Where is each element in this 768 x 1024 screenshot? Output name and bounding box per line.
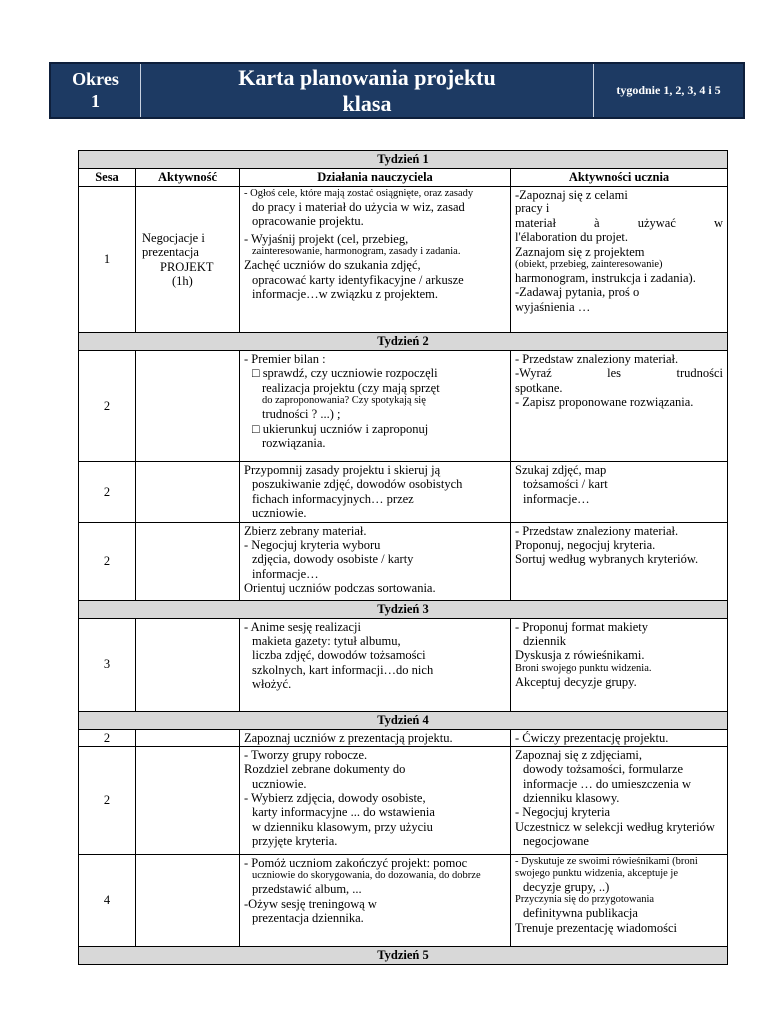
table-row — [79, 462, 728, 523]
text-line: opracowanie projektu. — [252, 214, 364, 229]
text-line: do zaproponowania? Czy spotykają się — [262, 395, 426, 407]
activity-cell — [136, 729, 240, 746]
student-cell — [511, 522, 728, 600]
activity-cell — [136, 618, 240, 711]
table-row — [79, 522, 728, 600]
text-line: - Proponuj format makiety — [515, 619, 648, 634]
activity-line: (1h) — [172, 273, 193, 288]
activity-cell — [136, 351, 240, 462]
session-cell: 4 — [79, 854, 136, 946]
col-header-sesa: Sesa — [79, 169, 136, 187]
title-line-1: Karta planowania projektu — [238, 65, 496, 91]
text-line: uczniowie do skorygowania, do dozowania, do dobrze — [252, 870, 481, 882]
text-line: tożsamości / kart — [523, 477, 608, 492]
text-line: Zaznajom się z projektem — [515, 244, 645, 259]
weeks-label: tygodnie 1, 2, 3, 4 i 5 — [616, 83, 721, 97]
text-line: Broni swojego punktu widzenia. — [515, 662, 652, 674]
text-line: opracować karty identyfikacyjne / arkusze — [252, 272, 464, 287]
text-line: - Przedstaw znaleziony materiał. — [515, 523, 679, 538]
week-5-label: Tydzień 5 — [79, 946, 728, 964]
teacher-cell — [240, 462, 511, 523]
text-line: - Przedstaw znaleziony materiał. — [515, 352, 679, 366]
session-cell: 2 — [79, 522, 136, 600]
text-line: Zbierz zebrany materiał. — [244, 523, 367, 538]
text-line: dowody tożsamości, formularze — [523, 762, 684, 777]
text-line: Szukaj zdjęć, map — [515, 463, 607, 477]
text-line: -Zadawaj pytania, proś o — [515, 285, 640, 300]
text-line: - Wybierz zdjęcia, dowody osobiste, — [244, 791, 426, 805]
column-header-row — [79, 169, 728, 187]
text-line: zainteresowanie, harmonogram, zasady i zadania. — [252, 246, 461, 258]
session-cell: 1 — [79, 187, 136, 333]
text-line: zdjęcia, dowody osobiste / karty — [252, 552, 414, 567]
teacher-cell — [240, 618, 511, 711]
col-header-student: Aktywności ucznia — [511, 169, 728, 187]
activity-cell — [136, 746, 240, 854]
text-line: Trenuje prezentację wiadomości — [515, 920, 677, 935]
text-line: - Zapisz proponowane rozwiązania. — [515, 395, 694, 410]
text-line: - Wyjaśnij projekt (cel, przebieg, — [244, 231, 409, 246]
text-line: Orientuj uczniów podczas sortowania. — [244, 581, 436, 595]
text-line: przedstawić album, ... — [252, 882, 362, 897]
text-line: Zapoznaj się z zdjęciami, — [515, 747, 643, 762]
student-cell: - Ćwiczy prezentację projektu. — [511, 729, 728, 746]
week-2-label: Tydzień 2 — [79, 333, 728, 351]
text-line: - Premier bilan : — [244, 352, 326, 366]
text-line: poszukiwanie zdjęć, dowodów osobistych — [252, 477, 463, 492]
text-line: dzienniku klasowy. — [523, 791, 620, 805]
text-line: liczba zdjęć, dowodów tożsamości — [252, 648, 426, 663]
period-label: Okres — [72, 68, 119, 89]
text-line: -Ożyw sesję treningową w — [244, 896, 377, 911]
text-line: Przypomnij zasady projektu i skieruj ją — [244, 463, 441, 477]
week-row — [79, 711, 728, 729]
text-line: prezentacja dziennika. — [252, 911, 364, 926]
text-line: - Negocjuj kryteria wyboru — [244, 537, 381, 552]
text-line: Zachęć uczniów do szukania zdjęć, — [244, 258, 421, 273]
text-line: swojego punktu widzenia, akceptuje je — [515, 867, 678, 879]
text-line: uczniowie. — [252, 506, 307, 521]
text-line: -Wyraź les trudności — [515, 366, 724, 381]
table-row — [79, 729, 728, 746]
text-line: informacje … do umieszczenia w — [523, 776, 691, 791]
text-line: - Anime sesję realizacji — [244, 619, 361, 634]
text-line: spotkane. — [515, 380, 563, 395]
text-line: l'élaboration du projet. — [515, 230, 628, 245]
teacher-cell — [240, 854, 511, 946]
period-cell — [51, 64, 141, 117]
col-header-activity: Aktywność — [136, 169, 240, 187]
header-bar — [49, 62, 745, 119]
week-row — [79, 333, 728, 351]
bullet-icon: □ — [252, 421, 260, 436]
table-row — [79, 351, 728, 462]
teacher-cell: Zapoznaj uczniów z prezentacją projektu. — [240, 729, 511, 746]
text-line: fichach informacyjnych… przez — [252, 491, 414, 506]
text-line: karty informacyjne ... do wstawienia — [252, 805, 435, 820]
text-line: - Tworzy grupy robocze. — [244, 747, 368, 762]
text-line: Uczestnicz w selekcji według kryteriów — [515, 819, 715, 834]
title-line-2: klasa — [342, 90, 392, 116]
text-line: Przyczynia się do przygotowania — [515, 894, 655, 906]
text-line: Proponuj, negocjuj kryteria. — [515, 537, 656, 552]
planning-table — [78, 150, 728, 965]
text-line: pracy i — [515, 201, 550, 216]
text-line: włożyć. — [252, 677, 292, 691]
text-line: -Zapoznaj się z celami — [515, 188, 628, 202]
activity-cell — [136, 522, 240, 600]
activity-cell — [136, 854, 240, 946]
text-line: □ ukierunkuj uczniów i zaproponuj — [252, 421, 429, 436]
text-line: uczniowie. — [252, 776, 307, 791]
text-line: informacje… — [252, 566, 319, 581]
teacher-cell — [240, 351, 511, 462]
teacher-cell — [240, 746, 511, 854]
week-4-label: Tydzień 4 — [79, 711, 728, 729]
text-line: makieta gazety: tytuł albumu, — [252, 633, 401, 648]
text-line: □ sprawdź, czy uczniowie rozpoczęli — [252, 366, 438, 381]
activity-line: Negocjacje i — [142, 230, 205, 245]
student-cell — [511, 618, 728, 711]
text-line: Sortuj według wybranych kryteriów. — [515, 552, 699, 567]
col-header-teacher: Działania nauczyciela — [240, 169, 511, 187]
text-line: dziennik — [523, 633, 567, 648]
text-line: informacje… — [523, 491, 590, 506]
bullet-icon: □ — [252, 366, 260, 381]
student-cell — [511, 462, 728, 523]
text-line: - Ogłoś cele, które mają zostać osiągnięte, oraz zasady — [244, 188, 474, 199]
text-line: rozwiązania. — [262, 435, 326, 450]
session-cell: 3 — [79, 618, 136, 711]
text-line: harmonogram, instrukcja i zadania). — [515, 270, 696, 285]
text-line: negocjowane — [523, 834, 589, 849]
session-cell: 2 — [79, 746, 136, 854]
table-row — [79, 187, 728, 333]
teacher-cell — [240, 187, 511, 333]
text-line: - Dyskutuje ze swoimi rówieśnikami (broni — [515, 855, 698, 867]
week-row — [79, 946, 728, 964]
text-line: informacje…w związku z projektem. — [252, 287, 439, 301]
text-line: - Negocjuj kryteria — [515, 805, 611, 820]
session-cell: 2 — [79, 462, 136, 523]
text-line: - Pomóż uczniom zakończyć projekt: pomoc — [244, 855, 468, 870]
text-line: Akceptuj decyzje grupy. — [515, 674, 637, 689]
text-line: realizacja projektu (czy mają sprzęt — [262, 380, 440, 395]
text-line: przyjęte kryteria. — [252, 834, 338, 849]
activity-cell — [136, 462, 240, 523]
student-cell — [511, 746, 728, 854]
session-cell: 2 — [79, 351, 136, 462]
activity-line: prezentacja — [142, 245, 199, 260]
table-row — [79, 854, 728, 946]
activity-line: PROJEKT — [160, 259, 214, 274]
week-row — [79, 151, 728, 169]
week-row — [79, 600, 728, 618]
page-title — [141, 64, 594, 117]
student-cell — [511, 187, 728, 333]
text-line: materiał à używać w — [515, 215, 724, 230]
teacher-cell — [240, 522, 511, 600]
student-cell — [511, 854, 728, 946]
week-1-label: Tydzień 1 — [79, 151, 728, 169]
session-cell: 2 — [79, 729, 136, 746]
table-row — [79, 618, 728, 711]
period-number: 1 — [91, 90, 100, 111]
text-line: wyjaśnienia … — [515, 299, 591, 314]
text-line: w dzienniku klasowym, przy użyciu — [252, 819, 433, 834]
table-row — [79, 746, 728, 854]
text-line: do pracy i materiał do użycia w wiz, zasad — [252, 200, 465, 215]
week-3-label: Tydzień 3 — [79, 600, 728, 618]
student-cell — [511, 351, 728, 462]
text-line: (obiekt, przebieg, zainteresowanie) — [515, 258, 663, 270]
text-line: szkolnych, kart informacji…do nich — [252, 662, 434, 677]
text-line: Dyskusja z rówieśnikami. — [515, 648, 645, 663]
text-line: definitywna publikacja — [523, 906, 638, 921]
text-line: decyzje grupy, ..) — [523, 880, 610, 894]
text-line: Rozdziel zebrane dokumenty do — [244, 762, 406, 777]
activity-cell — [136, 187, 240, 333]
text-line: trudności ? ...) ; — [262, 407, 341, 422]
